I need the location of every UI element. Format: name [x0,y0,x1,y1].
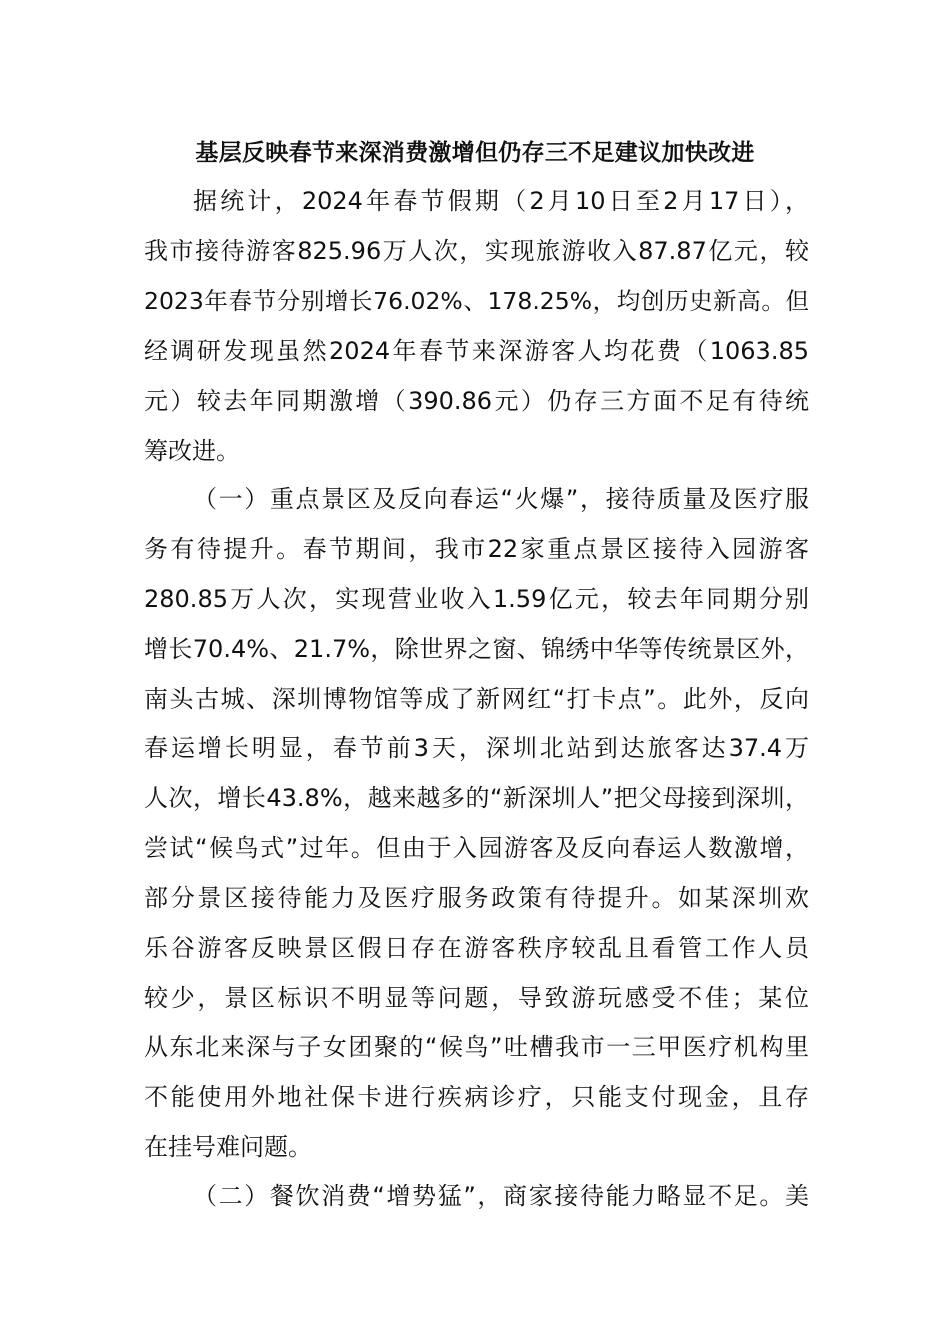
paragraph-line: 经调研发现虽然2024年春节来深游客人均花费（1063.85 [144,337,809,365]
paragraph-line: 南头古城、深圳博物馆等成了新网红“打卡点”。此外，反向 [144,685,809,713]
paragraph-line: 筹改进。 [144,437,240,465]
paragraph-line: （二）餐饮消费“增势猛”，商家接待能力略显不足。美 [193,1182,809,1210]
paragraph-line: 从东北来深与子女团聚的“候鸟”吐槽我市一三甲医疗机构里 [144,1033,809,1061]
paragraph-line: 乐谷游客反映景区假日存在游客秩序较乱且看管工作人员 [144,934,809,962]
paragraph-line: 据统计，2024年春节假期（2月10日至2月17日）， [193,187,809,215]
paragraph-line: 我市接待游客825.96万人次，实现旅游收入87.87亿元，较 [144,237,809,265]
document-title: 基层反映春节来深消费激增但仍存三不足建议加快改进 [195,140,755,166]
paragraph-line: 尝试“候鸟式”过年。但由于入园游客及反向春运人数激增， [144,834,809,862]
paragraph-line: 280.85万人次，实现营业收入1.59亿元，较去年同期分别 [144,585,809,613]
paragraph-line: 2023年春节分别增长76.02%、178.25%，均创历史新高。但 [144,287,809,315]
paragraph-line: 增长70.4%、21.7%，除世界之窗、锦绣中华等传统景区外， [144,635,809,663]
paragraph-line: 较少，景区标识不明显等问题，导致游玩感受不佳；某位 [144,984,809,1012]
paragraph-line: 在挂号难问题。 [144,1133,312,1161]
paragraph-line: 元）较去年同期激增（390.86元）仍存三方面不足有待统 [144,387,809,415]
paragraph-line: 部分景区接待能力及医疗服务政策有待提升。如某深圳欢 [144,884,809,912]
paragraph-line: 不能使用外地社保卡进行疾病诊疗，只能支付现金，且存 [144,1083,809,1111]
paragraph-line: （一）重点景区及反向春运“火爆”，接待质量及医疗服 [193,485,809,513]
paragraph-line: 人次，增长43.8%，越来越多的“新深圳人”把父母接到深圳， [144,784,809,812]
paragraph-line: 春运增长明显，春节前3天，深圳北站到达旅客达37.4万 [144,734,809,762]
paragraph-line: 务有待提升。春节期间，我市22家重点景区接待入园游客 [144,535,809,563]
